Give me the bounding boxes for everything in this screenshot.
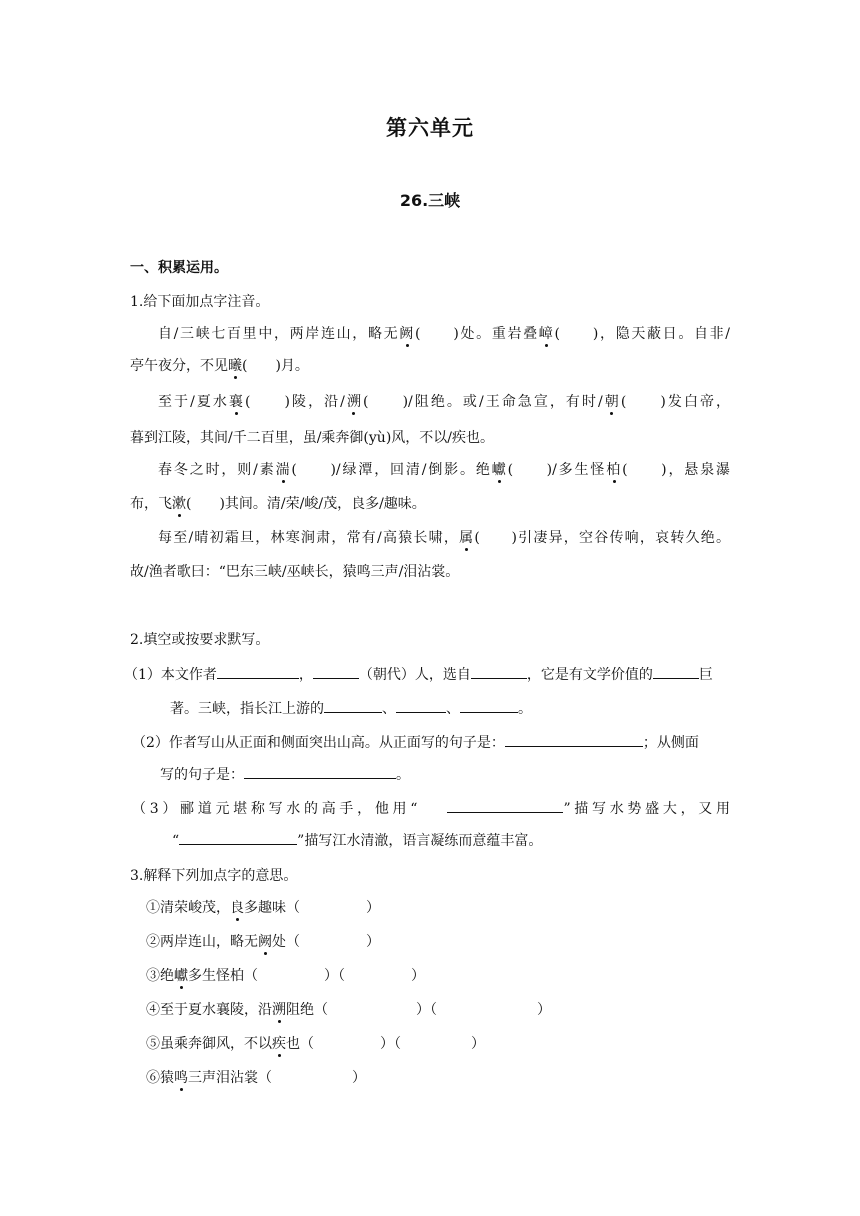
answer-blank[interactable]: ( )发白帝， (620, 394, 731, 410)
q3-item-3: ③绝巘多生怪柏（ ）（ ） (146, 968, 425, 984)
answer-blank[interactable]: ( )/绿潭，回清/倒影。绝 (291, 462, 492, 478)
fill-blank-gorge-2[interactable] (396, 698, 446, 713)
q1-stem: 1.给下面加点字注音。 (130, 294, 270, 310)
q3-item-6: ⑥猿鸣三声泪沾裳（ ） (146, 1070, 366, 1086)
q1-paragraph-3: 春冬之时，则/素湍( )/绿潭，回清/倒影。绝巘( )/多生怪柏( )，悬泉瀑 (158, 462, 731, 478)
lesson-title: 26.三峡 (399, 191, 461, 210)
q1-paragraph-2: 至于/夏水襄( )陵，沿/溯( )/阻绝。或/王命急宣，有时/朝( )发白帝， (158, 394, 731, 410)
fill-blank-dynasty[interactable] (313, 664, 359, 679)
fill-blank-water-force[interactable] (447, 798, 563, 813)
answer-blank[interactable]: ( )月。 (242, 358, 309, 374)
q3-item-2: ②两岸连山，略无阙处（ ） (146, 934, 380, 950)
fill-blank-side-sentence[interactable] (244, 764, 396, 779)
q1-paragraph-4b: 故/渔者歌曰：“巴东三峡/巫峡长，猿鸣三声/泪沾裳。 (130, 564, 460, 580)
fill-blank-work[interactable] (653, 664, 699, 679)
answer-blank[interactable]: ( )引凄异，空谷传响，哀转久绝。 (474, 530, 730, 546)
fill-blank-water-clear[interactable] (179, 830, 297, 845)
q1-paragraph-3b: 布，飞漱( )其间。清/荣/峻/茂，良多/趣味。 (130, 496, 426, 512)
q1-paragraph-4: 每至/晴初霜旦，林寒涧肃，常有/高猿长啸，属( )引凄异，空谷传响，哀转久绝。 (158, 530, 730, 546)
fill-blank-front-sentence[interactable] (505, 732, 643, 747)
page-title: 第六单元 (386, 116, 474, 140)
answer-blank[interactable]: ( )/多生怪 (507, 462, 607, 478)
q3-item-5: ⑤虽乘奔御风，不以疾也（ ）（ ） (146, 1036, 485, 1052)
q2-stem: 2.填空或按要求默写。 (130, 632, 270, 648)
q1-paragraph-2b: 暮到江陵，其间/千二百里，虽/乘奔御(yù)风，不以/疾也。 (130, 430, 494, 446)
q2-item-1: （1）本文作者 ， （朝代）人，选自 ，它是有文学价值的 巨 (124, 664, 724, 685)
q2-item-1b: 著。三峡，指长江上游的 、 、 。 (170, 698, 770, 719)
fill-blank-gorge-3[interactable] (460, 698, 518, 713)
answer-blank[interactable]: ( )其间。清/荣/峻/茂，良多/趣味。 (186, 496, 426, 512)
q2-item-2: （2）作者写山从正面和侧面突出山高。从正面写的句子是： ；从侧面 (132, 732, 732, 753)
q1-paragraph-1b: 亭午夜分，不见曦( )月。 (130, 358, 309, 374)
q3-item-4: ④至于夏水襄陵，沿溯阻绝（ ）（ ） (146, 1002, 551, 1018)
q1-paragraph-1: 自/三峡七百里中，两岸连山，略无阙( )处。重岩叠嶂( )，隐天蔽日。自非/ (158, 326, 731, 342)
answer-blank[interactable]: ( )，隐天蔽日。自非/ (554, 326, 731, 342)
q3-item-1: ①清荣峻茂，良多趣味（ ） (146, 900, 380, 916)
q3-stem: 3.解释下列加点字的意思。 (130, 868, 298, 884)
answer-blank[interactable]: ( )处。重岩叠 (414, 326, 539, 342)
answer-blank[interactable]: ( )/阻绝。或/王命急宣，有时/ (363, 394, 603, 410)
section-heading: 一、积累运用。 (130, 260, 228, 276)
q2-item-3b: “ ”描写江水清澈，语言凝练而意蕴丰富。 (172, 830, 772, 851)
fill-blank-gorge-1[interactable] (324, 698, 382, 713)
answer-blank[interactable]: ( )，悬泉瀑 (622, 462, 731, 478)
fill-blank-author[interactable] (217, 664, 299, 679)
answer-blank[interactable]: ( )陵，沿/ (244, 394, 345, 410)
fill-blank-source[interactable] (471, 664, 527, 679)
q2-item-3: （3）郦道元堪称写水的高手，他用“ ”描写水势盛大，又用 (132, 798, 730, 819)
q2-item-2b: 写的句子是： 。 (160, 764, 760, 785)
